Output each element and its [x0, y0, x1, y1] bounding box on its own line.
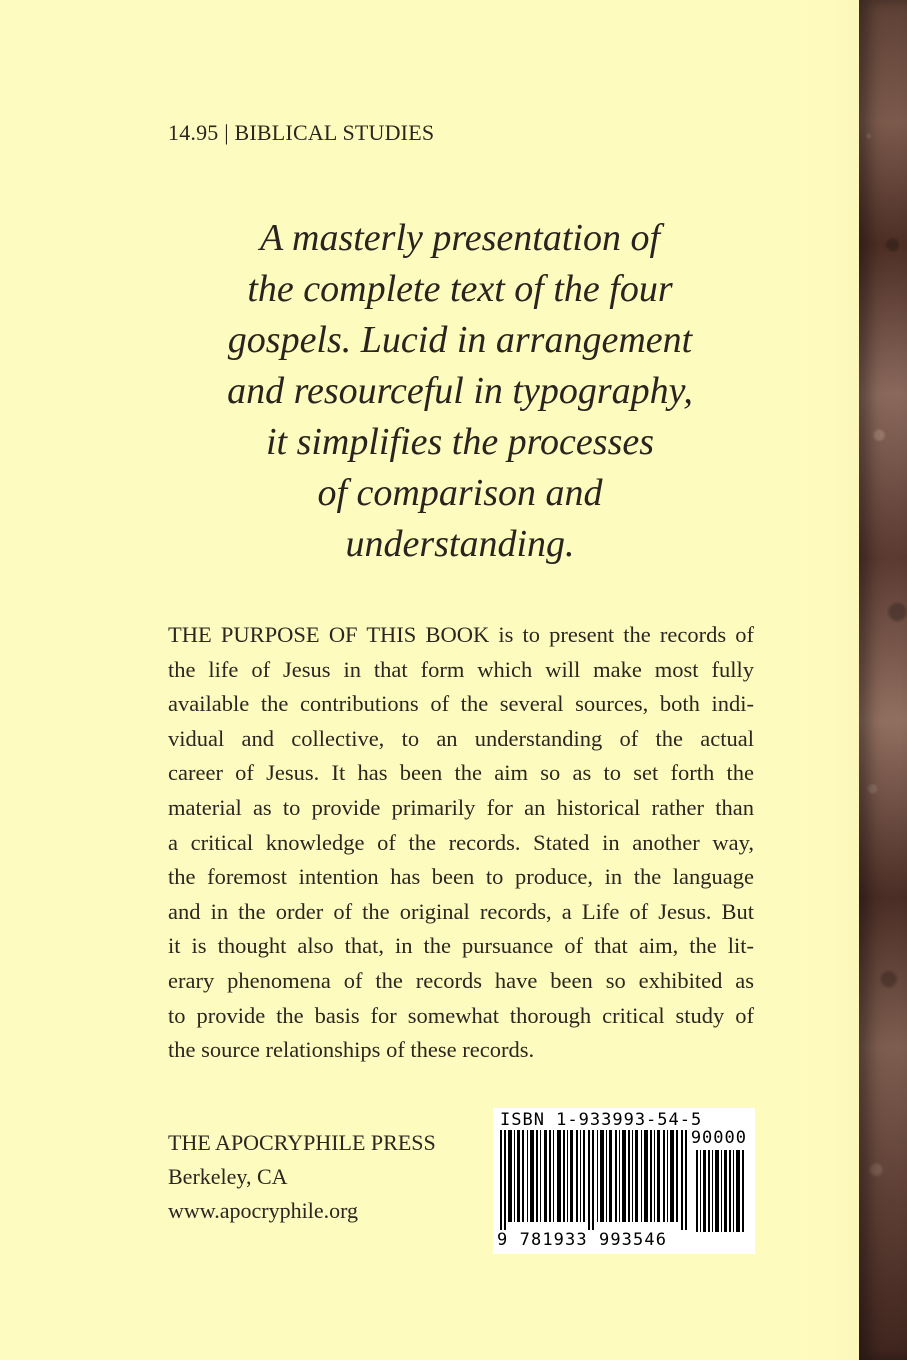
description-line: it is thought also that, in the pursuance of that aim, the lit-: [168, 933, 754, 959]
description-line: material as to provide primarily for an historical rather than: [168, 794, 754, 820]
description-line: erary phenomena of the records have been so exhibited as: [168, 967, 754, 993]
book-description: [168, 618, 754, 1068]
quote-line: understanding.: [345, 523, 575, 565]
quote-line: A masterly presentation of: [259, 217, 661, 259]
ean-number: 9 781933 993546: [497, 1230, 668, 1250]
price-separator: |: [224, 120, 229, 145]
description-line: to provide the basis for somewhat thorough critical study of: [168, 1002, 754, 1028]
quote-line: gospels. Lucid in arrangement: [227, 319, 693, 361]
ean-barcode-bars: [500, 1130, 689, 1230]
description-line: a critical knowledge of the records. Stated in another way,: [168, 829, 754, 855]
description-line: career of Jesus. It has been the aim so as to set forth the: [168, 760, 754, 786]
barcode-price-code: 90000: [690, 1128, 747, 1148]
price-addon-bars: [696, 1150, 746, 1232]
description-line: THE PURPOSE OF THIS BOOK is to present the records of: [168, 622, 754, 647]
cover-spine-texture: [859, 0, 907, 1360]
publisher-name: THE APOCRYPHILE PRESS: [168, 1130, 436, 1155]
quote-line: the complete text of the four: [247, 268, 673, 310]
blurb-quote: [205, 213, 715, 570]
description-line: available the contributions of the several sources, both indi-: [168, 691, 754, 717]
quote-line: of comparison and: [317, 472, 603, 514]
description-line: vidual and collective, to an understanding of the actual: [168, 725, 754, 751]
publisher-location: Berkeley, CA: [168, 1164, 288, 1189]
description-line: the foremost intention has been to produce, in the language: [168, 864, 754, 890]
quote-line: and resourceful in typography,: [227, 370, 693, 412]
isbn-barcode: [493, 1108, 755, 1254]
description-line: the source relationships of these records.: [168, 1037, 535, 1063]
description-line: and in the order of the original records, a Life of Jesus. But: [168, 898, 754, 924]
publisher-info: [168, 1126, 436, 1228]
category-text: BIBLICAL STUDIES: [234, 120, 435, 145]
isbn-label: ISBN 1-933993-54-5: [500, 1110, 703, 1130]
price-category-line: [168, 120, 434, 146]
price-text: 14.95: [168, 120, 219, 145]
publisher-website: www.apocryphile.org: [168, 1198, 359, 1223]
quote-line: it simplifies the processes: [265, 421, 655, 463]
description-line: the life of Jesus in that form which will make most fully: [168, 656, 754, 682]
